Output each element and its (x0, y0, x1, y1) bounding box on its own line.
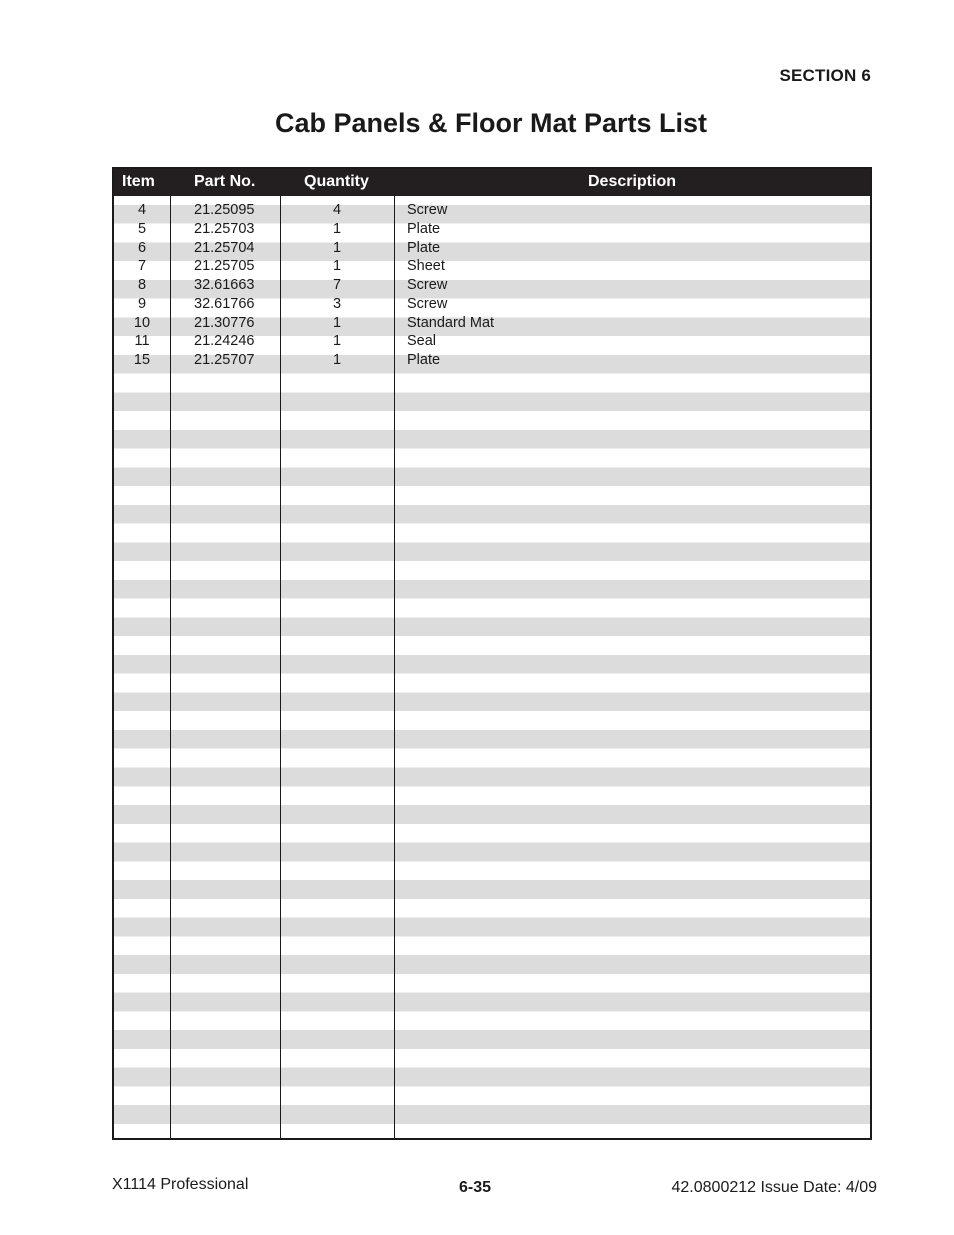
cell-quantity: 1 (332, 258, 342, 275)
section-label: SECTION 6 (779, 66, 871, 85)
cell-quantity: 1 (332, 333, 342, 350)
cell-part-no: 21.25707 (194, 352, 255, 368)
table-row (114, 351, 870, 370)
table-row (114, 220, 870, 239)
cell-quantity: 3 (332, 295, 342, 312)
cell-quantity: 1 (332, 239, 342, 256)
cell-part-no: 21.24246 (194, 333, 255, 350)
footer-model: X1114 Professional (112, 1176, 249, 1193)
cell-item: 8 (137, 277, 147, 293)
table-row (114, 314, 870, 333)
column-header-quantity: Quantity (304, 173, 369, 190)
cell-item: 11 (134, 333, 150, 350)
cell-description: Plate (407, 220, 441, 237)
table-row (114, 201, 870, 220)
table-header (114, 169, 870, 196)
table-row (114, 276, 870, 295)
cell-description: Sheet (407, 258, 445, 275)
parts-table (112, 167, 872, 1140)
cell-quantity: 1 (332, 352, 342, 368)
cell-part-no: 32.61663 (194, 277, 255, 293)
cell-part-no: 21.25095 (194, 202, 255, 218)
cell-part-no: 21.30776 (194, 314, 255, 331)
table-row (114, 239, 870, 258)
cell-part-no: 32.61766 (194, 295, 255, 312)
table-rows (114, 201, 870, 370)
table-row (114, 257, 870, 276)
cell-item: 10 (133, 314, 151, 331)
column-header-part-no: Part No. (194, 173, 256, 190)
cell-description: Plate (407, 239, 441, 256)
cell-description: Plate (407, 352, 441, 368)
cell-quantity: 1 (332, 220, 342, 237)
page-title: Cab Panels & Floor Mat Parts List (274, 108, 708, 138)
cell-quantity: 4 (332, 202, 342, 218)
cell-part-no: 21.25704 (194, 239, 255, 256)
cell-description: Screw (407, 202, 448, 218)
page-number: 6-35 (459, 1179, 492, 1196)
column-header-description: Description (587, 173, 676, 190)
cell-description: Seal (407, 333, 437, 350)
cell-part-no: 21.25705 (194, 258, 255, 275)
table-row (114, 332, 870, 351)
cell-item: 7 (137, 258, 147, 275)
table-row (114, 295, 870, 314)
cell-quantity: 7 (332, 277, 342, 293)
cell-description: Screw (407, 277, 448, 293)
cell-description: Standard Mat (407, 314, 495, 331)
cell-description: Screw (407, 295, 448, 312)
cell-quantity: 1 (332, 314, 342, 331)
cell-item: 4 (137, 202, 147, 218)
cell-item: 15 (133, 352, 151, 368)
cell-item: 5 (137, 220, 147, 237)
footer-doc-info: 42.0800212 Issue Date: 4/09 (671, 1179, 877, 1196)
cell-item: 6 (137, 239, 147, 256)
cell-part-no: 21.25703 (194, 220, 255, 237)
cell-item: 9 (137, 295, 147, 312)
column-header-item: Item (122, 173, 155, 190)
